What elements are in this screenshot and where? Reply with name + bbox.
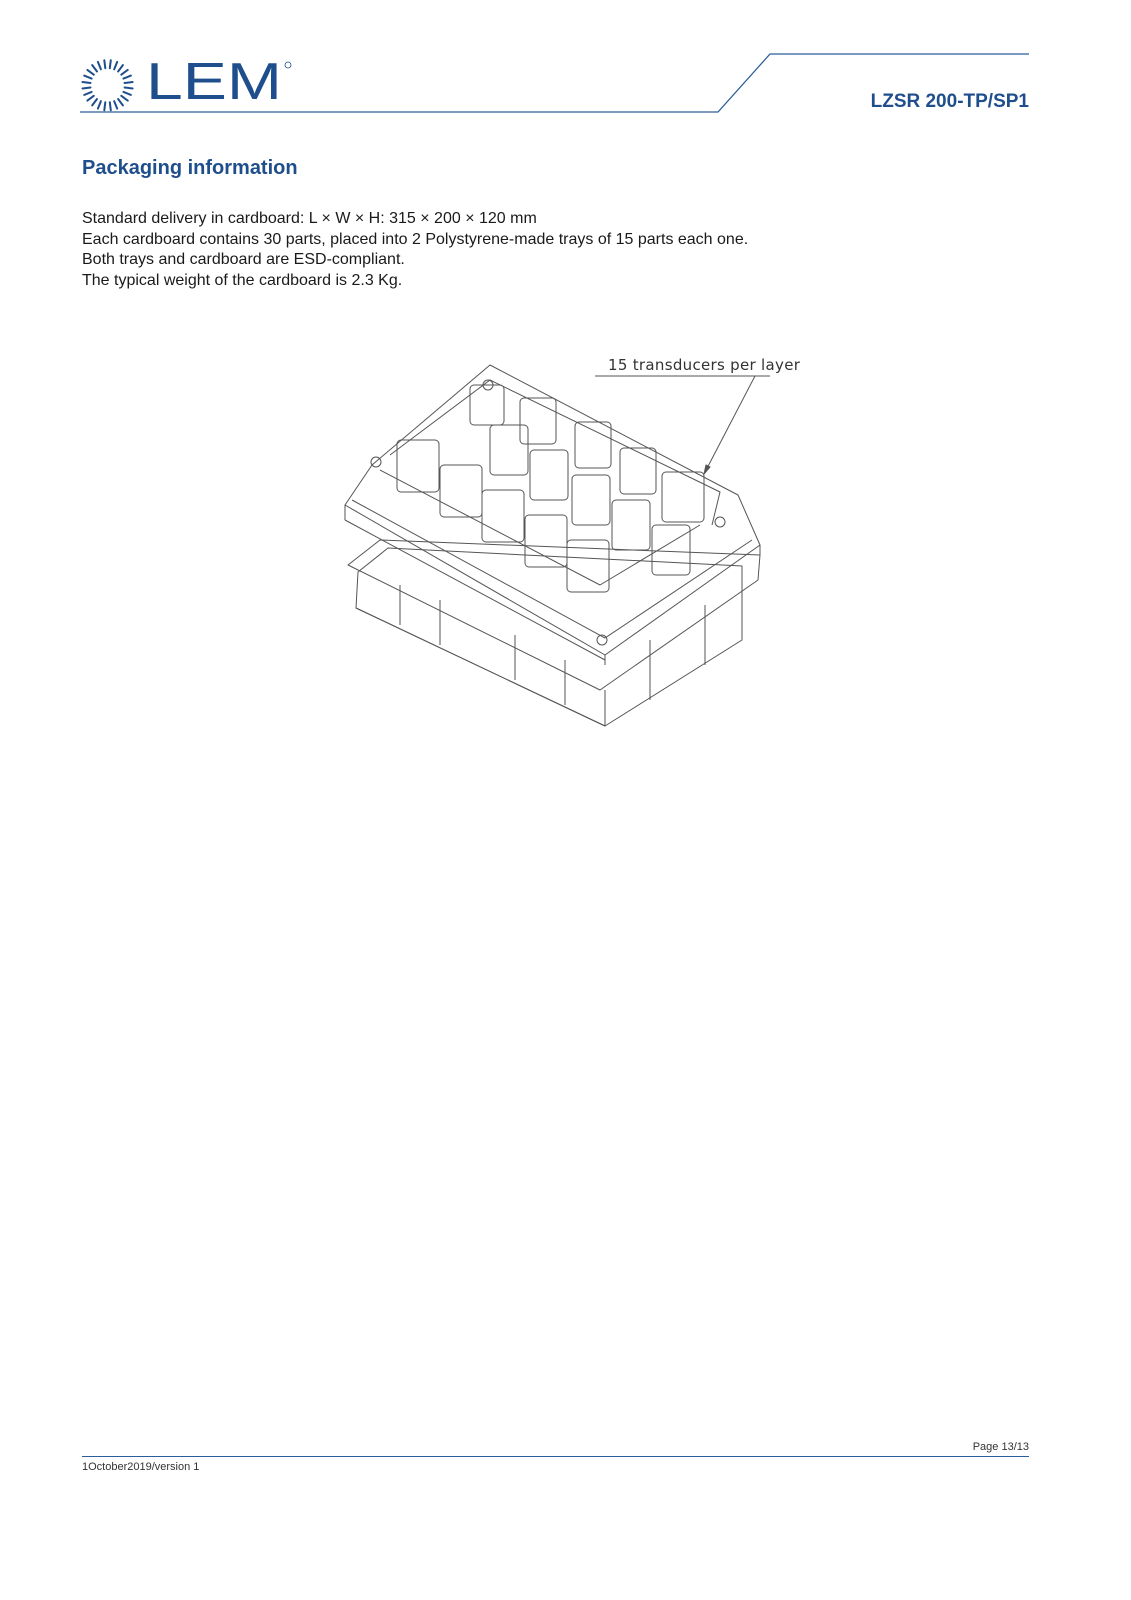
- version-label: 1October2019/version 1: [82, 1461, 200, 1473]
- info-line-contents: Each cardboard contains 30 parts, placed into 2 Polystyrene-made trays of 15 parts each one.: [82, 230, 749, 248]
- sun-burst-icon: [83, 60, 133, 110]
- info-line-weight: The typical weight of the cardboard is 2.3 Kg.: [82, 271, 403, 289]
- transducers: [397, 385, 704, 592]
- callout-label: 15 transducers per layer: [608, 356, 801, 374]
- registered-mark-icon: [285, 62, 291, 68]
- logo-text: LEM: [146, 53, 282, 111]
- tray-drawing: [340, 340, 800, 750]
- info-line-dimensions: Standard delivery in cardboard: L × W × H: 315 × 200 × 120 mm: [82, 210, 537, 227]
- callout-leader: [704, 376, 755, 474]
- page-number: Page 13/13: [972, 1441, 1029, 1453]
- info-line-esd: Both trays and cardboard are ESD-compliant.: [82, 251, 405, 268]
- footer-rule: [82, 1456, 1029, 1457]
- callout-arrow: [704, 465, 710, 474]
- packaging-text: [82, 209, 748, 291]
- lem-logo: [80, 52, 300, 112]
- document-id: LZSR 200-TP/SP1: [870, 91, 1029, 112]
- section-title: Packaging information: [82, 157, 298, 179]
